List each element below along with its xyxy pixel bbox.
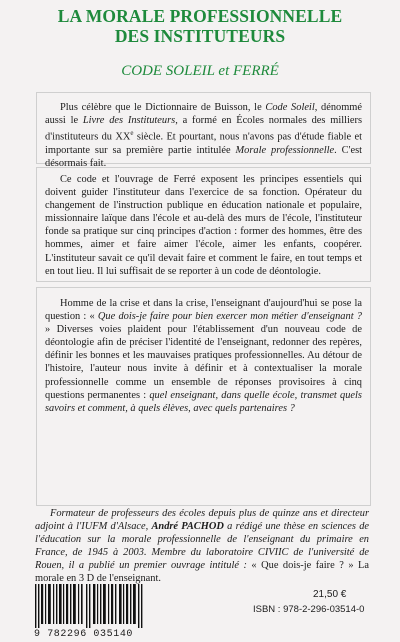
book-title [0,6,400,46]
book-subtitle: CODE SOLEIL et FERRÉ [121,63,279,79]
intro-box [36,92,371,169]
title-line-2: DES INSTITUTEURS [114,26,286,46]
principles-paragraph: Ce code et l'ouvrage de Ferré exposent les principes essentiels qui doivent guider l'instituteur dans l'exercice de sa fonction. Opérateur du changement de l'instruction publique en éducation nationale et populaire, missionnaire laïque dans l'école et au-delà des murs de l'école, l'instituteur fonde sa pratique sur cinq principes d'action : former des hommes, être des hommes, aimer et faire aimer l'école, aimer les enfants, coopérer. L'instituteur savait ce qu'il devait faire et comment le faire, en tout temps et en tout lieu. Il lui suffisait de se reporter à un code de déontologie. [45,174,362,277]
crisis-paragraph: Homme de la crise et dans la crise, l'enseignant d'aujourd'hui se pose la question : « Que dois-je faire pour bien exercer mon métier d'enseignant ? » Diverses voies plaident pour l'établissement d'un nouveau code de déontologie afin de préciser l'identité de l'enseignant, redonner des repères, définir les bonnes et les mauvaises pratiques professionnelles. Au détour de l'histoire, l'auteur nous invite à définir et à contextualiser la morale professionnelle comme un ensemble de réponses provisoires à cinq questions permanentes : quel enseignant, dans quelle école, transmet quels savoirs et comment, à quels élèves, avec quels partenaires ? [45,298,362,414]
author-bio: Formateur de professeurs des écoles depuis plus de quinze ans et directeur adjoint à l'IUFM d'Alsace, André PACHOD a rédigé une thèse en sciences de l'éducation sur la morale professionnelle de l'enseignant du primaire en France, de 1945 à 2003. Membre du laboratoire CIVIIC de l'université de Rouen, il a publié un premier ouvrage intitulé : « Que dois-je faire ? » La morale en 3 D de l'enseignant. [35,508,369,585]
barcode-number: 9 782296 035140 [34,629,134,640]
author-name: André PACHOD [151,521,224,533]
isbn: ISBN : 978-2-296-03514-0 [253,604,365,615]
principles-box [36,167,371,282]
intro-paragraph: Plus célèbre que le Dictionnaire de Buisson, le Code Soleil, dénommé aussi le Livre des Instituteurs, a formé en Écoles normales des milliers d'instituteurs du XXe siècle. Et pourtant, nous n'avons pas d'étude fiable et importante sur sa première partie intitulée Morale professionnelle. C'est désormais fait. [45,102,363,169]
crisis-box [36,287,371,506]
barcode-icon [35,584,147,628]
title-line-1: LA MORALE PROFESSIONNELLE [57,6,343,26]
price: 21,50 € [313,589,347,600]
